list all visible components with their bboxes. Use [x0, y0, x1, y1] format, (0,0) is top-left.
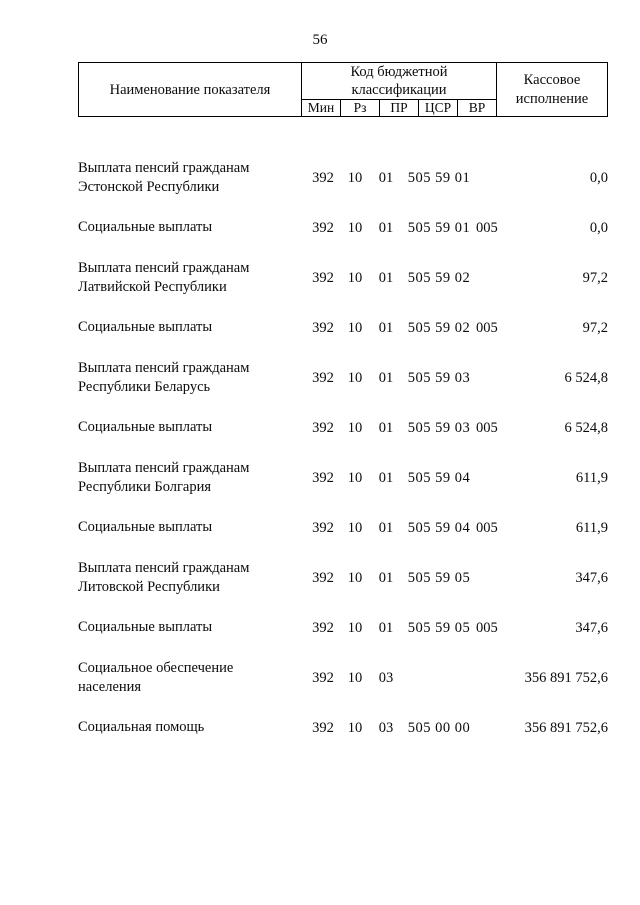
row-code-rz: 10 [347, 169, 363, 186]
row-label [78, 218, 306, 237]
row-code-pr: 01 [378, 419, 394, 436]
row-label-line-2: Республики Болгария [78, 479, 212, 495]
table-row [78, 506, 608, 550]
row-label [78, 559, 306, 597]
row-label [78, 318, 306, 337]
row-amount: 0,0 [589, 169, 608, 186]
row-code-rz: 10 [347, 519, 363, 536]
row-label [78, 359, 306, 397]
table-row [78, 306, 608, 350]
row-code-min: 392 [312, 669, 334, 686]
row-label-line-1: Социальные выплаты [78, 419, 213, 436]
page-number: 56 [312, 32, 328, 48]
row-code-pr: 03 [378, 669, 394, 686]
table-row [78, 650, 608, 706]
column-header-min: Мин [302, 100, 341, 117]
row-code-min: 392 [312, 369, 334, 386]
column-header-name: Наименование показателя [79, 63, 302, 117]
row-code-pr: 01 [378, 519, 394, 536]
row-label-line-2: населения [78, 679, 142, 695]
column-header-kbk [302, 63, 497, 100]
row-code-vr: 005 [476, 419, 498, 436]
row-code-pr: 01 [378, 319, 394, 336]
row-label-line-1: Социальная помощь [78, 719, 205, 736]
row-label [78, 459, 306, 497]
row-code-csr: 505 59 04 [407, 469, 471, 486]
row-code-rz: 10 [347, 319, 363, 336]
row-amount: 356 891 752,6 [524, 669, 608, 686]
row-code-rz: 10 [347, 569, 363, 586]
row-code-csr: 505 00 00 [407, 719, 471, 736]
row-code-rz: 10 [347, 419, 363, 436]
row-label-line-2: Республики Беларусь [78, 379, 211, 395]
row-amount: 611,9 [575, 519, 608, 536]
row-amount: 6 524,8 [564, 419, 608, 436]
row-code-csr: 505 59 03 [407, 419, 471, 436]
row-codes [306, 570, 504, 587]
row-amount: 97,2 [582, 319, 608, 336]
row-label-line-1: Социальное обеспечение [78, 659, 234, 676]
row-amount: 97,2 [582, 269, 608, 286]
row-amount: 347,6 [575, 569, 608, 586]
row-code-rz: 10 [347, 219, 363, 236]
row-code-csr: 505 59 04 [407, 519, 471, 536]
table-row [78, 606, 608, 650]
row-label [78, 159, 306, 197]
row-code-min: 392 [312, 469, 334, 486]
budget-table [78, 62, 608, 117]
table-row [78, 550, 608, 606]
column-header-cash-execution [497, 63, 608, 117]
row-codes [306, 620, 504, 637]
row-code-csr: 505 59 02 [407, 269, 471, 286]
row-label [78, 659, 306, 697]
row-amount: 611,9 [575, 469, 608, 486]
cash-line-2: исполнение [515, 90, 589, 107]
kbk-line-1: Код бюджетной [350, 64, 448, 80]
row-label-line-1: Социальные выплаты [78, 519, 213, 536]
row-code-csr: 505 59 01 [407, 219, 471, 236]
row-code-min: 392 [312, 269, 334, 286]
column-header-csr: ЦСР [419, 100, 458, 117]
row-codes [306, 470, 504, 487]
row-code-min: 392 [312, 519, 334, 536]
row-label [78, 418, 306, 437]
table-row [78, 706, 608, 750]
table-row [78, 406, 608, 450]
row-code-vr [476, 370, 504, 387]
row-amount: 6 524,8 [564, 369, 608, 386]
table-row [78, 350, 608, 406]
row-codes [306, 520, 504, 537]
row-code-min: 392 [312, 219, 334, 236]
row-codes [306, 670, 504, 687]
row-label-line-2: Латвийской Республики [78, 279, 227, 295]
cash-line-1: Кассовое [523, 71, 581, 88]
row-code-pr: 03 [378, 719, 394, 736]
row-label-line-1: Выплата пенсий гражданам [78, 459, 250, 476]
row-code-pr: 01 [378, 369, 394, 386]
row-amount: 347,6 [575, 619, 608, 636]
row-code-vr [476, 670, 504, 687]
row-code-pr: 01 [378, 469, 394, 486]
row-code-csr: 505 59 01 [407, 169, 471, 186]
row-code-vr: 005 [476, 619, 498, 636]
row-code-min: 392 [312, 419, 334, 436]
row-codes [306, 720, 504, 737]
row-amount: 356 891 752,6 [524, 719, 608, 736]
row-codes [306, 170, 504, 187]
row-code-min: 392 [312, 619, 334, 636]
row-label-line-1: Социальные выплаты [78, 219, 213, 236]
table-row [78, 250, 608, 306]
row-code-csr: 505 59 02 [407, 319, 471, 336]
row-codes [306, 220, 504, 237]
row-amount: 0,0 [589, 219, 608, 236]
row-code-csr: 505 59 05 [407, 569, 471, 586]
row-code-rz: 10 [347, 669, 363, 686]
row-codes [306, 420, 504, 437]
table-body [78, 150, 608, 750]
row-code-min: 392 [312, 319, 334, 336]
row-code-pr: 01 [378, 269, 394, 286]
row-label [78, 518, 306, 537]
row-label-line-1: Выплата пенсий гражданам [78, 359, 250, 376]
row-code-vr: 005 [476, 519, 498, 536]
row-code-rz: 10 [347, 369, 363, 386]
table-row [78, 450, 608, 506]
row-label [78, 259, 306, 297]
row-label [78, 618, 306, 637]
row-code-csr: 505 59 05 [407, 619, 471, 636]
row-code-vr: 005 [476, 219, 498, 236]
row-code-vr [476, 470, 504, 487]
row-code-min: 392 [312, 169, 334, 186]
row-code-pr: 01 [378, 219, 394, 236]
table-row [78, 150, 608, 206]
row-code-rz: 10 [347, 719, 363, 736]
row-label-line-1: Социальные выплаты [78, 319, 213, 336]
row-code-csr: 505 59 03 [407, 369, 471, 386]
row-code-min: 392 [312, 719, 334, 736]
row-code-min: 392 [312, 569, 334, 586]
table-header-block [78, 62, 608, 117]
column-header-vr: ВР [458, 100, 497, 117]
row-label-line-2: Эстонской Республики [78, 179, 220, 195]
row-code-pr: 01 [378, 569, 394, 586]
column-header-rz: Рз [341, 100, 380, 117]
table-header-row [79, 63, 608, 100]
column-header-pr: ПР [380, 100, 419, 117]
row-code-pr: 01 [378, 169, 394, 186]
row-label-line-1: Выплата пенсий гражданам [78, 159, 250, 176]
row-codes [306, 270, 504, 287]
row-codes [306, 320, 504, 337]
row-code-rz: 10 [347, 619, 363, 636]
row-label-line-1: Социальные выплаты [78, 619, 213, 636]
row-code-vr [476, 270, 504, 287]
row-code-vr [476, 170, 504, 187]
row-code-rz: 10 [347, 469, 363, 486]
row-code-vr: 005 [476, 319, 498, 336]
row-label-line-1: Выплата пенсий гражданам [78, 259, 250, 276]
kbk-line-2: классификации [351, 82, 447, 99]
row-label [78, 718, 306, 737]
row-label-line-2: Литовской Республики [78, 579, 220, 595]
row-code-csr [402, 670, 476, 687]
row-code-rz: 10 [347, 269, 363, 286]
row-label-line-1: Выплата пенсий гражданам [78, 559, 250, 576]
row-code-vr [476, 570, 504, 587]
row-code-pr: 01 [378, 619, 394, 636]
row-code-vr [476, 720, 504, 737]
row-codes [306, 370, 504, 387]
table-row [78, 206, 608, 250]
